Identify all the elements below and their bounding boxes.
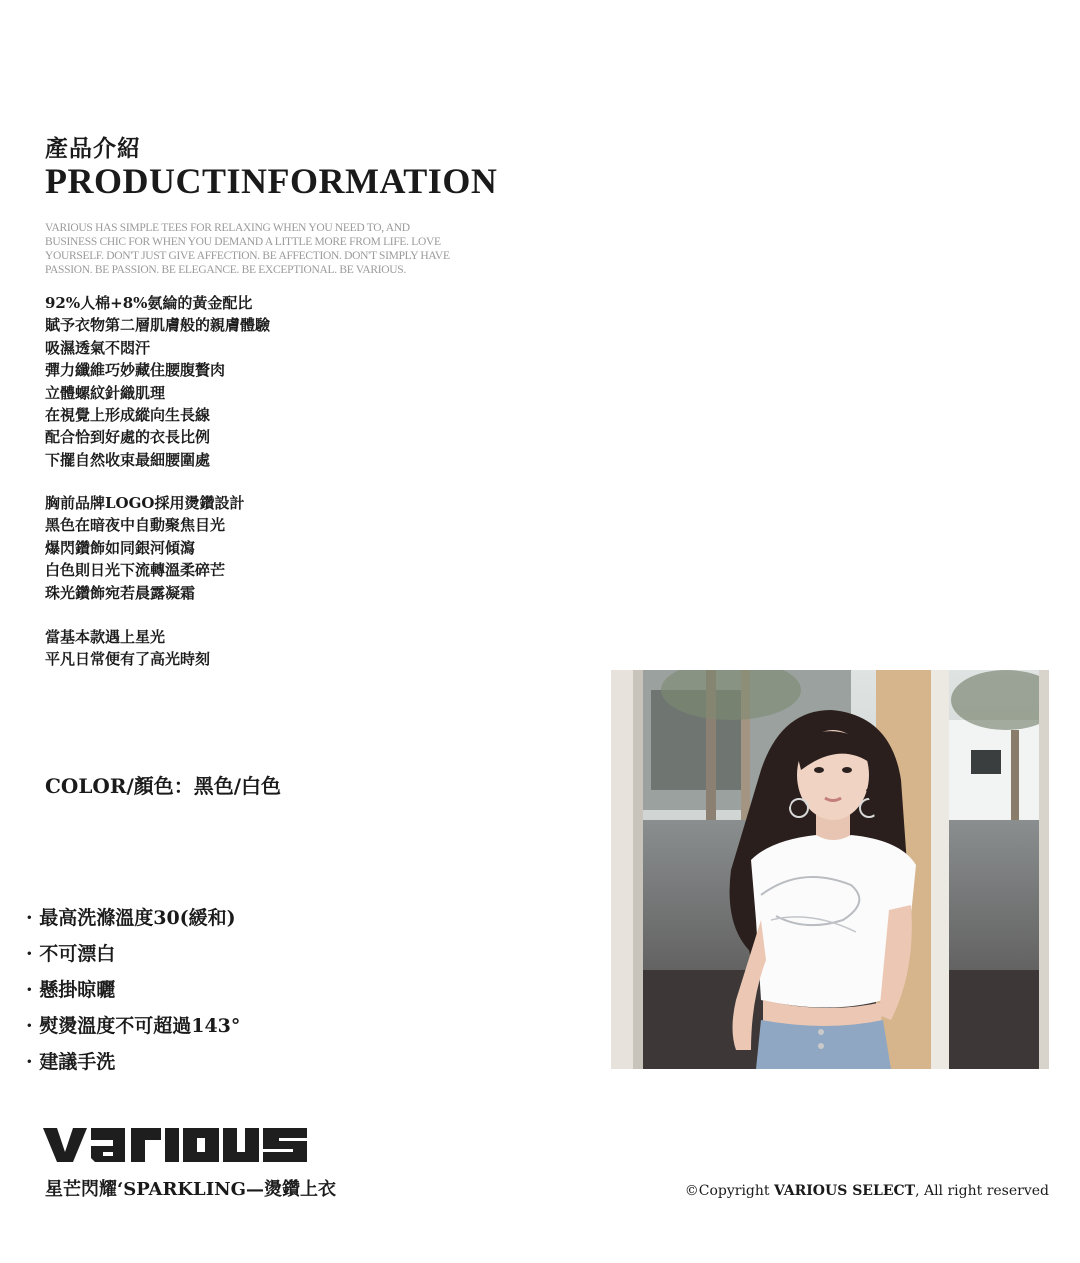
page-title-english: PRODUCTINFORMATION bbox=[45, 161, 498, 201]
description-line: 配合恰到好處的衣長比例 bbox=[45, 428, 211, 447]
care-item: · 熨燙溫度不可超過143° bbox=[26, 1015, 241, 1037]
care-item: · 懸掛晾曬 bbox=[26, 979, 116, 1001]
description-line: 當基本款遇上星光 bbox=[45, 628, 166, 646]
description-line: 黑色在暗夜中自動聚焦目光 bbox=[45, 516, 226, 535]
logo-description bbox=[45, 492, 245, 604]
blurb-line: PASSION. BE PASSION. BE ELEGANCE. BE EXCEPTIONAL. BE VARIOUS. bbox=[45, 264, 406, 276]
color-options: COLOR/顏色：黑色/白色 bbox=[45, 774, 282, 798]
blurb-line: BUSINESS CHIC FOR WHEN YOU DEMAND A LITTLE MORE FROM LIFE. LOVE bbox=[45, 236, 441, 248]
care-item: · 最高洗滌溫度30(緩和) bbox=[26, 907, 236, 929]
copyright-prefix: ©Copyright bbox=[684, 1183, 774, 1199]
product-name: 星芒閃耀‘SPARKLING—燙鑽上衣 bbox=[45, 1179, 336, 1200]
copyright-brand: VARIOUS SELECT bbox=[773, 1183, 916, 1199]
copyright-suffix: , All right reserved bbox=[915, 1183, 1049, 1199]
care-item: · 建議手洗 bbox=[26, 1051, 116, 1073]
various-logo-wordmark bbox=[43, 1120, 309, 1166]
model-photo-illustration bbox=[611, 670, 1049, 1069]
description-line: 珠光鑽飾宛若晨露凝霜 bbox=[45, 583, 196, 602]
page-title-chinese: 產品介紹 bbox=[45, 135, 141, 162]
tagline bbox=[45, 626, 210, 671]
description-line: 立體螺紋針織肌理 bbox=[45, 383, 166, 402]
brand-blurb bbox=[45, 221, 515, 277]
description-line: 在視覺上形成縱向生長線 bbox=[45, 406, 211, 425]
description-line: 胸前品牌LOGO採用燙鑽設計 bbox=[45, 494, 245, 512]
various-logo bbox=[43, 1120, 309, 1170]
description-line: 平凡日常便有了高光時刻 bbox=[45, 650, 211, 669]
description-line: 彈力纖維巧妙藏住腰腹贅肉 bbox=[45, 361, 226, 380]
care-instructions bbox=[26, 900, 240, 1080]
description-line: 賦予衣物第二層肌膚般的親膚體驗 bbox=[45, 316, 271, 335]
description-line: 下擺自然收束最細腰圍處 bbox=[45, 450, 211, 469]
blurb-line: VARIOUS HAS SIMPLE TEES FOR RELAXING WHEN YOU NEED TO, AND bbox=[45, 222, 410, 234]
care-item: · 不可漂白 bbox=[26, 943, 116, 965]
description-line: 92%人棉+8%氨綸的黃金配比 bbox=[45, 294, 253, 312]
description-line: 吸濕透氣不悶汗 bbox=[45, 338, 151, 357]
blurb-line: YOURSELF. DON'T JUST GIVE AFFECTION. BE AFFECTION. DON'T SIMPLY HAVE bbox=[45, 250, 450, 262]
description-line: 白色則日光下流轉溫柔碎芒 bbox=[45, 561, 226, 580]
description-line: 爆閃鑽飾如同銀河傾瀉 bbox=[45, 538, 196, 557]
fabric-description bbox=[45, 292, 270, 471]
copyright-notice bbox=[685, 1183, 1049, 1199]
model-photo bbox=[611, 670, 1049, 1069]
